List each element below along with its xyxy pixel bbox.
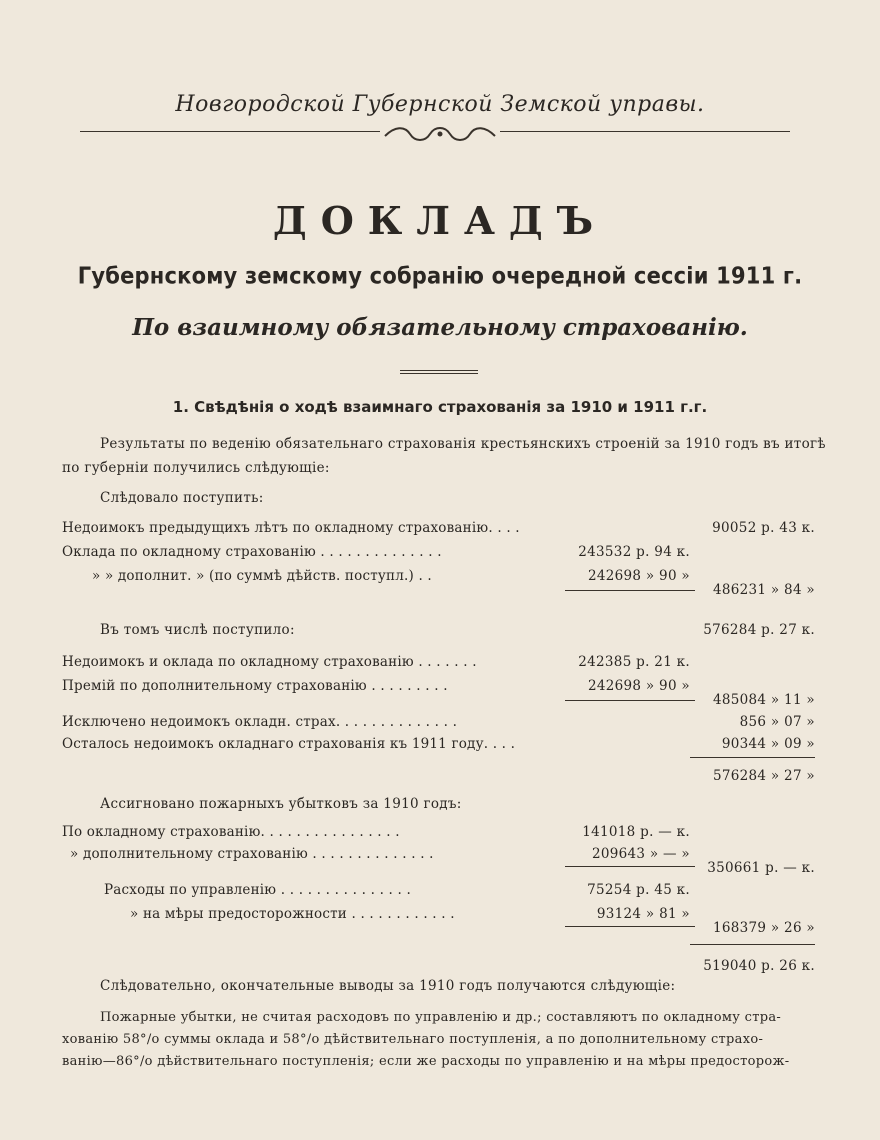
conclusion-line: Слѣдовательно, окончательные выводы за 1910 годъ получаются слѣдующіе: [100, 978, 676, 994]
document-title: ДОКЛАДЪ [272, 198, 608, 243]
received-subtotal-rule [565, 700, 695, 701]
final-paragraph-line-3: ванію—86°/о дѣйствительнаго поступленія; если же расходы по управленію и на мѣры предосторож- [62, 1054, 790, 1069]
ornament-flourish [380, 124, 500, 144]
received-row-remaining-label: Осталось недоимокъ окладнаго страхованія къ 1911 году. . . . [62, 736, 516, 752]
title-divider-2 [400, 373, 478, 374]
assigned-row-precautions-value: 93124 » 81 » [596, 906, 690, 922]
assigned-admin-subtotal-value: 168379 » 26 » [712, 920, 815, 936]
final-paragraph-line-1: Пожарные убытки, не считая расходовъ по управленію и др.; составляютъ по окладному стра- [100, 1010, 782, 1025]
assigned-row-additional-label: » дополнительному страхованію . . . . . . . . . . . . . . [70, 846, 434, 862]
received-row-arrears-label: Недоимокъ и оклада по окладному страхованію . . . . . . . [62, 654, 477, 670]
assigned-row-precautions-label: » на мѣры предосторожности . . . . . . . . . . . . [130, 906, 455, 922]
received-heading: Въ томъ числѣ поступило: [100, 622, 295, 638]
due-heading: Слѣдовало поступить: [100, 490, 264, 506]
due-row-arrears-label: Недоимокъ предыдущихъ лѣтъ по окладному страхованію. . . . [62, 520, 520, 536]
ornament-rule-left [80, 131, 380, 132]
title-divider [400, 370, 478, 371]
due-row-levy-value: 243532 р. 94 к. [578, 544, 690, 560]
received-row-premiums-value: 242698 » 90 » [587, 678, 690, 694]
assigned-row-levy-label: По окладному страхованію. . . . . . . . . . . . . . . . [62, 824, 400, 840]
received-total-value: 576284 » 27 » [712, 768, 815, 784]
issuer-header: Новгородской Губернской Земской управы. [175, 92, 705, 117]
due-row-arrears-value: 90052 р. 43 к. [712, 520, 815, 536]
final-paragraph-line-2: хованію 58°/о суммы оклада и 58°/о дѣйствительнаго поступленія, а по дополнительному страхо- [62, 1032, 764, 1047]
ornament-rule-right [500, 131, 790, 132]
received-row-excluded-label: Исключено недоимокъ окладн. страх. . . . . . . . . . . . . . [62, 714, 458, 730]
assigned-total-rule [690, 944, 815, 945]
assigned-total-value: 519040 р. 26 к. [703, 958, 815, 974]
assigned-row-additional-value: 209643 » — » [591, 846, 690, 862]
received-row-premiums-label: Премій по дополнительному страхованію . . . . . . . . . [62, 678, 448, 694]
assigned-row-levy-value: 141018 р. — к. [582, 824, 690, 840]
document-subtitle-topic: По взаимному обязательному страхованію. [132, 314, 748, 341]
assigned-row-admin-label: Расходы по управленію . . . . . . . . . . . . . . . [104, 882, 412, 898]
intro-line-1: Результаты по веденію обязательнаго страхованія крестьянскихъ строеній за 1910 годъ въ итогѣ [100, 436, 826, 452]
received-total-rule [690, 757, 815, 758]
received-row-remaining-value: 90344 » 09 » [721, 736, 815, 752]
assigned-subtotal-value: 350661 р. — к. [707, 860, 815, 876]
section-heading: 1. Свѣдѣнія о ходѣ взаимнаго страхованія за 1910 и 1911 г.г. [172, 398, 708, 416]
assigned-heading: Ассигновано пожарныхъ убытковъ за 1910 годъ: [100, 796, 462, 812]
assigned-subtotal-rule [565, 866, 695, 867]
due-row-levy-label: Оклада по окладному страхованію . . . . . . . . . . . . . . [62, 544, 442, 560]
due-row-additional-value: 242698 » 90 » [587, 568, 690, 584]
received-row-excluded-value: 856 » 07 » [739, 714, 815, 730]
assigned-admin-subtotal-rule [565, 926, 695, 927]
due-subtotal-value: 486231 » 84 » [712, 582, 815, 598]
received-row-arrears-value: 242385 р. 21 к. [578, 654, 690, 670]
due-row-additional-label: » » дополнит. » (по суммѣ дѣйств. поступл.) . . [92, 568, 432, 584]
document-subtitle: Губернскому земскому собранію очередной сессіи 1911 г. [77, 262, 803, 290]
intro-line-2: по губерніи получились слѣдующіе: [62, 460, 330, 476]
assigned-row-admin-value: 75254 р. 45 к. [587, 882, 690, 898]
due-subtotal-rule [565, 590, 695, 591]
received-subtotal-value: 485084 » 11 » [712, 692, 815, 708]
due-total-value: 576284 р. 27 к. [703, 622, 815, 638]
